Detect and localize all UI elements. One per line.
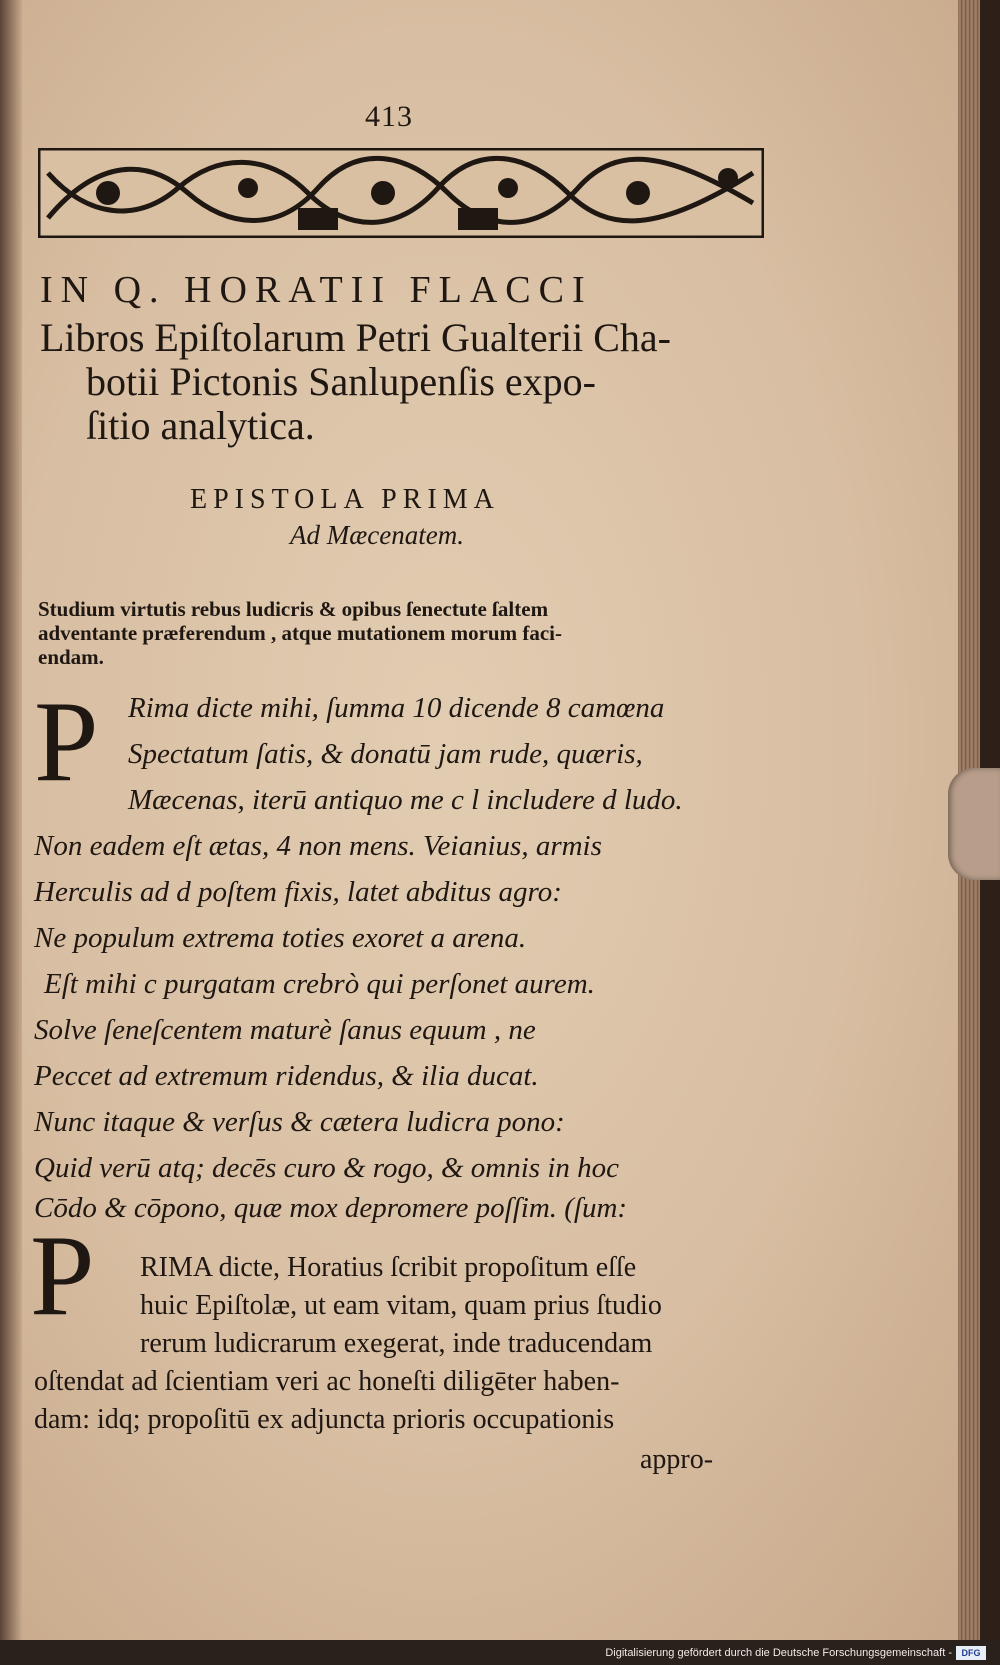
commentary-drop-cap: P xyxy=(30,1212,95,1340)
argument-line: Studium virtutis rebus ludicris & opibus ſenectute ſaltem xyxy=(38,597,549,621)
epistle-addressee: Ad Mæcenatem. xyxy=(290,520,464,550)
commentary-line: RIMA dicte, Horatius ſcribit propoſitum eſſe xyxy=(140,1252,637,1283)
ornamental-headpiece xyxy=(38,148,764,238)
commentary-line: oſtendat ad ſcientiam veri ac honeſti diligēter haben- xyxy=(34,1366,620,1397)
page-clamp xyxy=(948,768,1000,880)
verse-line: Peccet ad extremum ridendus, & ilia ducat. xyxy=(34,1060,539,1092)
verse-line: Ne populum extrema toties exoret a arena. xyxy=(34,922,527,954)
verse-line: Spectatum ſatis, & donatū jam rude, quæris, xyxy=(128,738,643,770)
page-gutter xyxy=(0,0,22,1640)
verse-line: Nunc itaque & verſus & cætera ludicra pono: xyxy=(34,1106,565,1138)
title-line-1: IN Q. HORATII FLACCI xyxy=(40,269,593,311)
page-number: 413 xyxy=(365,100,413,133)
verse-line: Herculis ad d poſtem fixis, latet abditus agro: xyxy=(34,876,562,908)
argument-line: endam. xyxy=(38,645,104,669)
verse-line: Solve ſeneſcentem maturè ſanus equum , ne xyxy=(34,1014,536,1046)
verse-line: Non eadem eſt ætas, 4 non mens. Veianius, armis xyxy=(34,830,602,862)
commentary-line: huic Epiſtolæ, ut eam vitam, quam prius ſtudio xyxy=(140,1290,662,1321)
title-line-3: botii Pictonis Sanlupenſis expo- xyxy=(86,359,596,404)
verse-line: Rima dicte mihi, ſumma 10 dicende 8 camœna xyxy=(128,692,665,724)
commentary-line: dam: idq; propoſitū ex adjuncta prioris occupationis xyxy=(34,1404,615,1435)
dfg-logo: DFG xyxy=(956,1646,986,1660)
title-line-2: Libros Epiſtolarum Petri Gualterii Cha- xyxy=(40,315,671,360)
verse-line: Mæcenas, iterū antiquo me c l includere d ludo. xyxy=(128,784,683,816)
verse-line: Quid verū atq; decēs curo & rogo, & omnis in hoc xyxy=(34,1152,620,1184)
verse-line: Eſt mihi c purgatam crebrò qui perſonet aurem. xyxy=(44,968,595,1000)
epistle-heading: EPISTOLA PRIMA xyxy=(190,484,500,515)
catchword: appro- xyxy=(640,1444,714,1475)
verse-line: Cōdo & cōpono, quæ mox depromere poſſim. (ſum: xyxy=(34,1192,628,1224)
title-line-4: ſitio analytica. xyxy=(86,403,315,448)
argument-line: adventante præferendum , atque mutationem morum faci- xyxy=(38,621,562,645)
commentary-line: rerum ludicrarum exegerat, inde traducendam xyxy=(140,1328,653,1359)
funding-notice: Digitalisierung gefördert durch die Deutsche Forschungsgemeinschaft - xyxy=(605,1647,952,1659)
verse-drop-cap: P xyxy=(34,678,99,806)
